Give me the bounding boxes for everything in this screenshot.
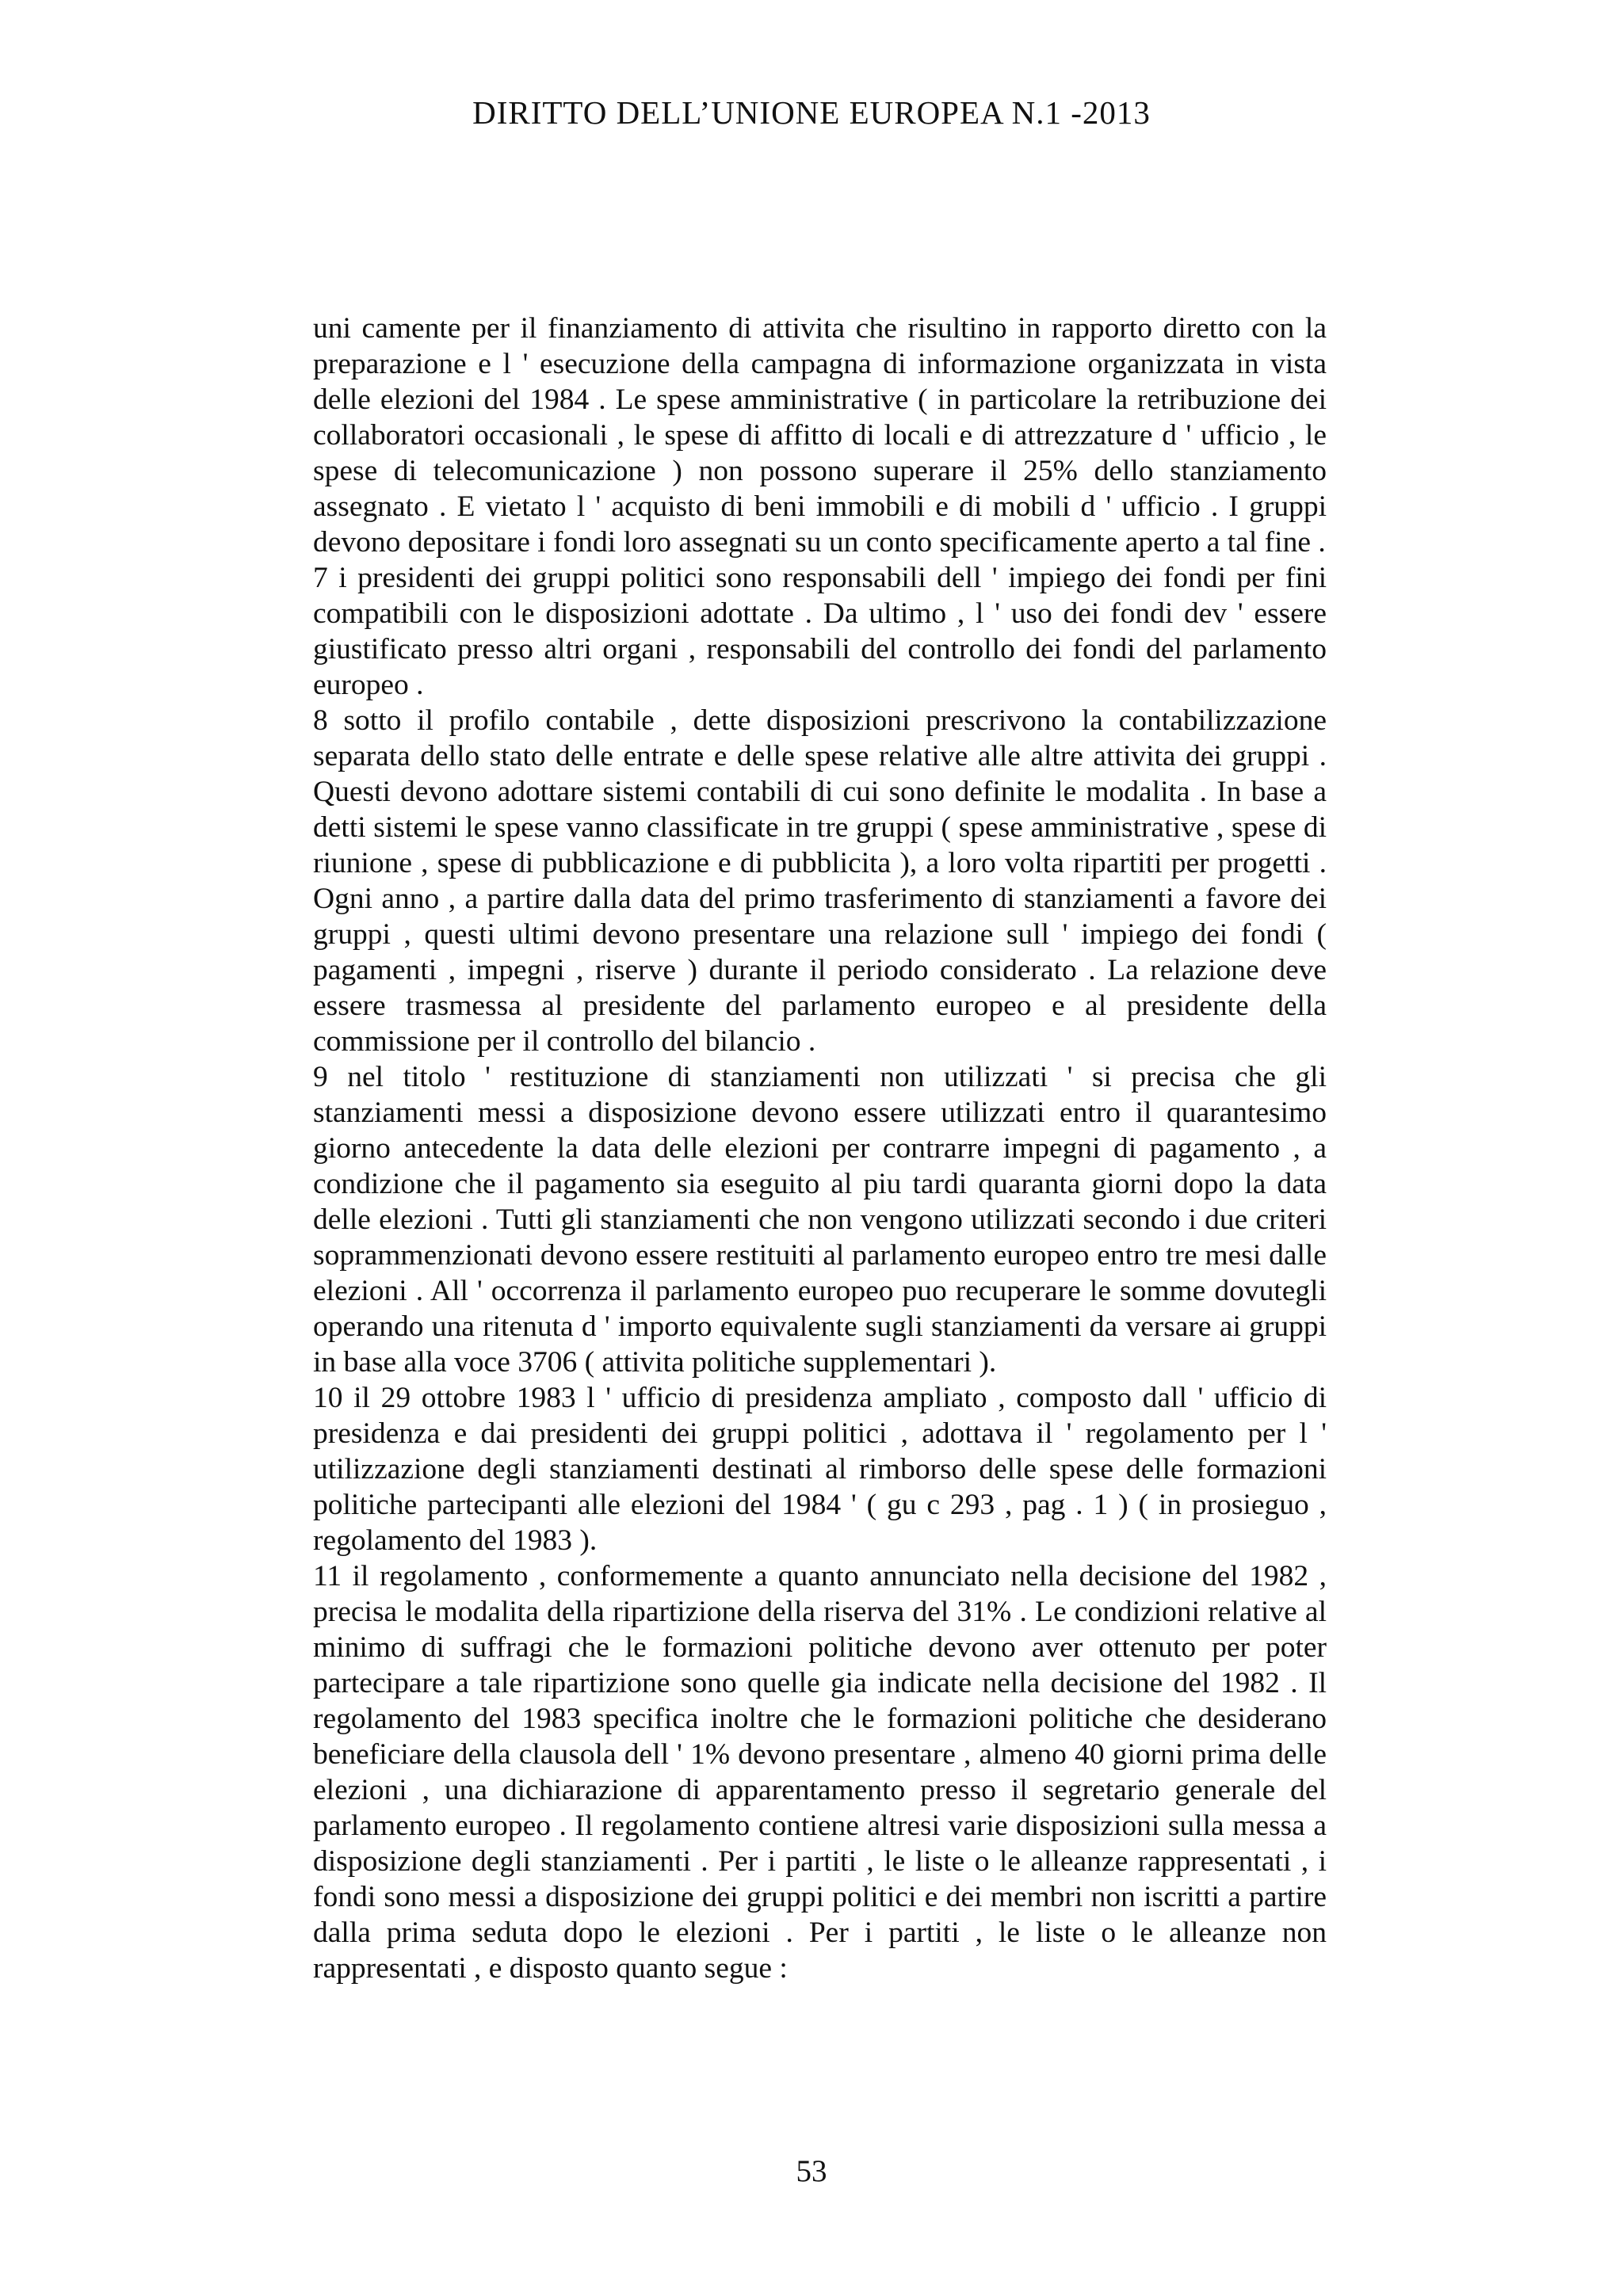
paragraph-continuation: uni camente per il finanziamento di attivita che risultino in rapporto diretto con la preparazione e l ' esecuzione della campagna di informazione organizzata in vista delle elezioni del 1984 . Le spese amministrative ( in particolare la retribuzione dei collaboratori occasionali , le spese di affitto di locali e di attrezzature d ' ufficio , le spese di telecomunicazione ) non possono superare il 25% dello stanziamento assegnato . E vietato l ' acquisto di beni immobili e di mobili d ' ufficio . I gruppi devono depositare i fondi loro assegnati su un conto specificamente aperto a tal fine . [313, 312, 1327, 559]
running-header: DIRITTO DELL’UNIONE EUROPEA N.1 -2013 [472, 94, 1151, 131]
paragraph-11: 11 il regolamento , conformemente a quanto annunciato nella decisione del 1982 , precisa le modalita della ripartizione della riserva del 31% . Le condizioni relative al minimo di suffragi che le formazioni politiche devono aver ottenuto per poter partecipare a tale ripartizione sono quelle gia indicate nella decisione del 1982 . Il regolamento del 1983 specifica inoltre che le formazioni politiche che desiderano beneficiare della clausola dell ' 1% devono presentare , almeno 40 giorni prima delle elezioni , una dichiarazione di apparentamento presso il segretario generale del parlamento europeo . Il regolamento contiene altresi varie disposizioni sulla messa a disposizione degli stanziamenti . Per i partiti , le liste o le alleanze rappresentati , i fondi sono messi a disposizione dei gruppi politici e dei membri non iscritti a partire dalla prima seduta dopo le elezioni . Per i partiti , le liste o le alleanze non rappresentati , e disposto quanto segue : [313, 1560, 1327, 1985]
paragraph-9: 9 nel titolo ' restituzione di stanziamenti non utilizzati ' si precisa che gli stanziamenti messi a disposizione devono essere utilizzati entro il quarantesimo giorno antecedente la data delle elezioni per contrarre impegni di pagamento , a condizione che il pagamento sia eseguito al piu tardi quaranta giorni dopo la data delle elezioni . Tutti gli stanziamenti che non vengono utilizzati secondo i due criteri soprammenzionati devono essere restituiti al parlamento europeo entro tre mesi dalle elezioni . All ' occorrenza il parlamento europeo puo recuperare le somme dovutegli operando una ritenuta d ' importo equivalente sugli stanziamenti da versare ai gruppi in base alla voce 3706 ( attivita politiche supplementari ). [313, 1061, 1327, 1379]
paragraph-10: 10 il 29 ottobre 1983 l ' ufficio di presidenza ampliato , composto dall ' ufficio di presidenza e dai presidenti dei gruppi politici , adottava il ' regolamento per l ' utilizzazione degli stanziamenti destinati al rimborso delle spese delle formazioni politiche partecipanti alle elezioni del 1984 ' ( gu c 293 , pag . 1 ) ( in prosieguo , regolamento del 1983 ). [313, 1382, 1327, 1557]
page-number: 53 [796, 2154, 827, 2188]
document-body [313, 311, 1327, 1986]
paragraph-7: 7 i presidenti dei gruppi politici sono responsabili dell ' impiego dei fondi per fini compatibili con le disposizioni adottate . Da ultimo , l ' uso dei fondi dev ' essere giustificato presso altri organi , responsabili del controllo dei fondi del parlamento europeo . [313, 562, 1327, 701]
paragraph-8: 8 sotto il profilo contabile , dette disposizioni prescrivono la contabilizzazione separata dello stato delle entrate e delle spese relative alle altre attivita dei gruppi . Questi devono adottare sistemi contabili di cui sono definite le modalita . In base a detti sistemi le spese vanno classificate in tre gruppi ( spese amministrative , spese di riunione , spese di pubblicazione e di pubblicita ), a loro volta ripartiti per progetti . Ogni anno , a partire dalla data del primo trasferimento di stanziamenti a favore dei gruppi , questi ultimi devono presentare una relazione sull ' impiego dei fondi ( pagamenti , impegni , riserve ) durante il periodo considerato . La relazione deve essere trasmessa al presidente del parlamento europeo e al presidente della commissione per il controllo del bilancio . [313, 704, 1327, 1058]
